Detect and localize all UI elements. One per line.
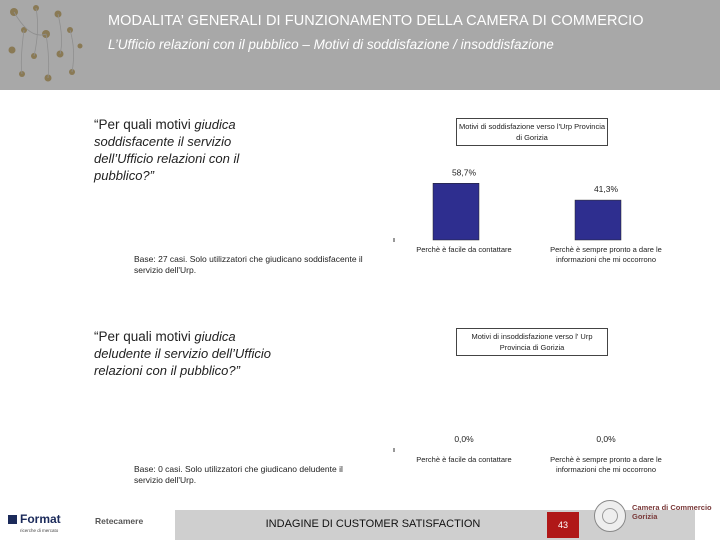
question-text: giudica soddisfacente il servizio dell’Ufficio relazioni con il pubblico?” bbox=[94, 117, 240, 183]
base-note-satisfaction: Base: 27 casi. Solo utilizzatori che giudicano soddisfacente il servizio dell'Urp. bbox=[134, 254, 363, 275]
retecamere-logo: Retecamere bbox=[95, 516, 144, 526]
category-label: Perchè è sempre pronto a dare le informazioni che mi occorrono bbox=[550, 245, 662, 264]
category-label: Perchè è facile da contattare bbox=[416, 245, 512, 254]
seal-icon bbox=[594, 500, 626, 532]
format-logo-subtitle: ricerche di mercato bbox=[20, 528, 59, 533]
chart-title-dissatisfaction: Motivi di insoddisfazione verso l' Urp Provincia di Gorizia bbox=[456, 328, 608, 356]
bar-value-label: 0,0% bbox=[454, 434, 474, 444]
camera-commercio-logo bbox=[632, 503, 712, 521]
chart-title-satisfaction: Motivi di soddisfazione verso l'Urp Provincia di Gorizia bbox=[456, 118, 608, 146]
slide-subtitle: L’Ufficio relazioni con il pubblico – Motivi di soddisfazione / insoddisfazione bbox=[108, 37, 554, 52]
question-lead: “Per quali motivi bbox=[94, 117, 191, 132]
format-logo-text: Format bbox=[20, 512, 61, 526]
category-label: Perchè è facile da contattare bbox=[416, 455, 512, 464]
slide-title: MODALITA’ GENERALI DI FUNZIONAMENTO DELLA CAMERA DI COMMERCIO bbox=[108, 13, 644, 29]
base-note-dissatisfaction: Base: 0 casi. Solo utilizzatori che giudicano deludente il servizio dell'Urp. bbox=[134, 464, 343, 485]
format-logo-icon bbox=[8, 515, 17, 524]
category-label: Perchè è sempre pronto a dare le informazioni che mi occorrono bbox=[550, 455, 662, 474]
camera-logo-line2: Gorizia bbox=[632, 512, 658, 521]
bar-value-label: 58,7% bbox=[451, 167, 477, 178]
question-lead: “Per quali motivi bbox=[94, 329, 191, 344]
format-logo bbox=[8, 512, 61, 526]
bar-value-label: 41,3% bbox=[593, 184, 619, 195]
bar-value-label: 0,0% bbox=[596, 434, 616, 444]
footer-text: INDAGINE DI CUSTOMER SATISFACTION bbox=[265, 518, 481, 530]
chart-bar bbox=[433, 183, 479, 240]
page-number: 43 bbox=[547, 512, 579, 538]
question-text: giudica deludente il servizio dell’Ufficio relazioni con il pubblico?” bbox=[94, 329, 272, 378]
camera-logo-line1: Camera di Commercio bbox=[632, 503, 712, 512]
chart-bar bbox=[575, 200, 621, 240]
